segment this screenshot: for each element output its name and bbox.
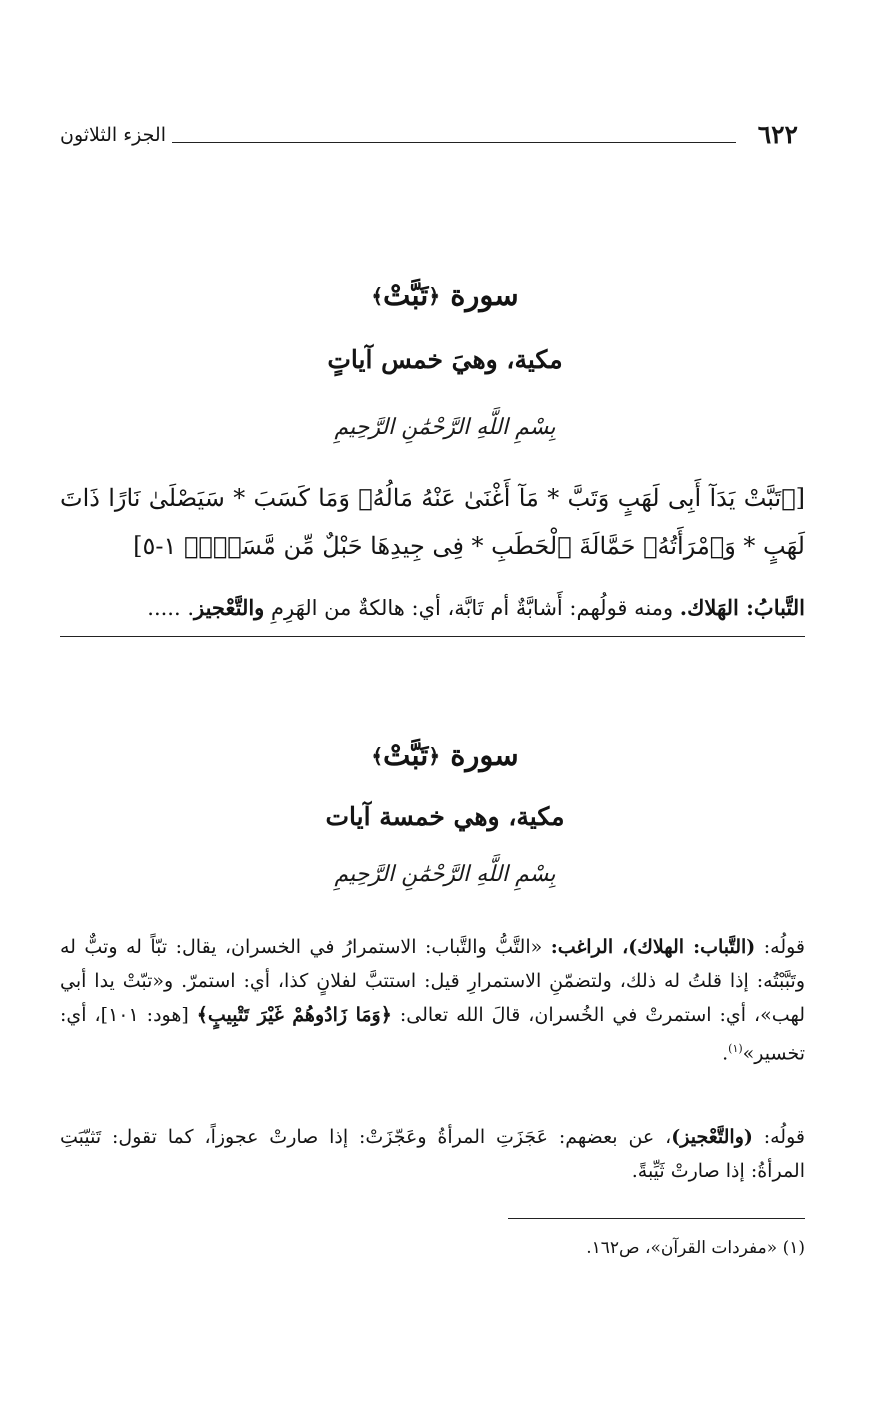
footnote-ref[interactable]: (١) <box>728 1042 743 1055</box>
header-rule <box>172 142 736 143</box>
part-title: الجزء الثلاثون <box>60 124 166 146</box>
page-number: ٦٢٢ <box>757 120 798 149</box>
footnote-rule <box>508 1218 805 1219</box>
footnote: (١) «مفردات القرآن»، ص١٦٢. <box>586 1238 805 1258</box>
sura-subtitle-2: مكية، وهي خمسة آيات <box>325 802 565 831</box>
sura-name: تَبَّتْ <box>383 738 429 772</box>
quran-quote: ﴿وَمَا زَادُوهُمْ غَيْرَ تَتْبِيبٍ﴾ <box>196 1004 392 1026</box>
commentary-1: التَّبابُ: الهَلاك. ومنه قولُهم: أَشابَّةٌ أم تَابَّة، أي: هالكةٌ من الهَرِمِ والتَّعْجيز. ..... <box>147 595 805 620</box>
basmala-2: بِسْمِ اللَّهِ الرَّحْمَٰنِ الرَّحِيمِ <box>334 862 556 887</box>
sura-title-1: سورة ﴿تَبَّتْ﴾ <box>371 278 519 312</box>
basmala-1: بِسْمِ اللَّهِ الرَّحْمَٰنِ الرَّحِيمِ <box>334 415 556 440</box>
sura-name: تَبَّتْ <box>383 278 429 312</box>
body-paragraph-2: قولُه: (والتَّعْجيز)، عن بعضهم: عَجَزَتِ المرأةُ وعَجّزَتْ: إذا صارتْ عجوزاً، كما تقول: تَثيّبَتِ المرأةُ: إذا صارتْ ثَيِّبةً. <box>60 1126 805 1182</box>
sura-subtitle-1: مكية، وهيَ خمس آياتٍ <box>327 345 563 374</box>
commentary-term: التَّبابُ: الهَلاك. <box>679 595 805 620</box>
sura-word: سورة <box>450 278 519 312</box>
section-divider <box>60 636 805 637</box>
running-header <box>60 118 798 162</box>
quran-verses: [﴿تَبَّتْ يَدَآ أَبِى لَهَبٍ وَتَبَّ * مَآ أَغْنَىٰ عَنْهُ مَالُهُۥ وَمَا كَسَبَ * سَيَصْلَىٰ نَارًا ذَاتَ لَهَبٍ * وَٱمْرَأَتُهُۥ حَمَّالَةَ ٱلْحَطَبِ * فِى جِيدِهَا حَبْلٌ مِّن مَّسَدٍۭ﴾ ١-٥] <box>60 484 805 560</box>
body-paragraph-1: قولُه: (التَّباب: الهلاك)، الراغب: «التَّبُّ والتَّباب: الاستمرارُ في الخسران، يقال: تبّاً له وتبٌّ له وتَبَّبْتُه: إذا قلتُ له ذلك، ولتضمّنِ الاستمرارِ قيل: استتبَّ لفلانٍ كذا، أي: استمرّ. و«تبّتْ يدا أبي لهب»، أي: استمرتْ في الخُسران، قالَ الله تعالى: ﴿وَمَا زَادُوهُمْ غَيْرَ تَتْبِيبٍ﴾ [هود: ١٠١]، أي: تخسير»$^{(١)}$. <box>60 936 806 1065</box>
sura-word: سورة <box>450 738 519 772</box>
sura-title-2: سورة ﴿تَبَّتْ﴾ <box>371 738 519 772</box>
